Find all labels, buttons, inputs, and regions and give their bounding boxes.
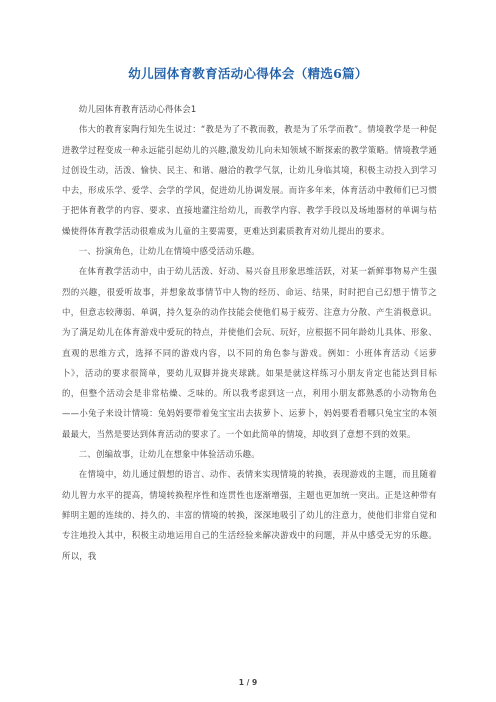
body-paragraph: 在体育教学活动中，由于幼儿活泼、好动、易兴奋且形象思维活跃，对某一新鲜事物易产生强烈的兴趣，很爱听故事，并想象故事情节中人物的经历、命运、结果，时时把自己幻想于情节之中，但意志较薄弱、单调，持久复杂的动作技能会使他们易于疲劳、注意力分散、产生消极意识。为了满足幼儿在体育游戏中爱玩的特点，并使他们会玩、玩好，应根据不同年龄幼儿具体、形象、直观的思维方式，选择不同的游戏内容，以不同的角色参与游戏。例如：小班体育活动《运萝卜》，活动的要求很简单，要幼儿双脚并拢夹球跳。如果是就这样练习小朋友肯定也能达到目标的，但整个活动会是非常枯燥、乏味的。所以我考虑到这一点，利用小朋友都熟悉的小动物角色——小兔子来设计情境：兔妈妈要带着兔宝宝出去拔萝卜、运萝卜，妈妈要看看哪只兔宝宝的本领最最大，当然是要达到体育活动的要求了。一个如此简单的情境，却收到了意想不到的效果。 [62,266,437,439]
page-indicator: 1 / 9 [238,678,258,687]
body-paragraph: 伟大的教育家陶行知先生说过：“教是为了不教而教，教是为了乐学而教”。情境教学是一种促进教学过程变成一种永远能引起幼儿的兴趣,激发幼儿向未知领域不断探索的教学策略。情境教学通过创设生动，活泼、愉快、民主、和谐、融洽的教学气氛，让幼儿身临其境，积极主动投入到学习中去，形成乐学、爱学、会学的学风，促进幼儿协调发展。而许多年来，体育活动中教师们已习惯于把体育教学的内容、要求、直接地灌注给幼儿，而教学内容、教学手段以及场地器材的单调与枯燥使得体育教学活动很难成为儿童的主要需要，更难达到素质教育对幼儿提出的要求。 [62,124,437,236]
section-heading: 二、创编故事，让幼儿在想象中体验活动乐趣。 [78,449,260,460]
document-body [62,99,437,566]
section-heading: 幼儿园体育教育活动心得体会1 [78,104,197,114]
body-paragraph: 在情境中，幼儿通过假想的语言、动作、表情来实现情境的转换，表现游戏的主题，而且随着幼儿智力水平的提高，情境转换程序性和连贯性也逐渐增强，主题也更加统一突出。正是这种带有鲜明主题的连续的、持久的、丰富的情境的转换，深深地吸引了幼儿的注意力，使他们非常自觉和专注地投入其中，积极主动地运用自己的生活经验来解决游戏中的问题，并从中感受无穷的乐趣。所以，我 [62,469,437,561]
document-title: 幼儿园体育教育活动心得体会（精选6篇） [128,66,368,81]
section-heading: 一、扮演角色，让幼儿在情境中感受活动乐趣。 [78,246,260,257]
